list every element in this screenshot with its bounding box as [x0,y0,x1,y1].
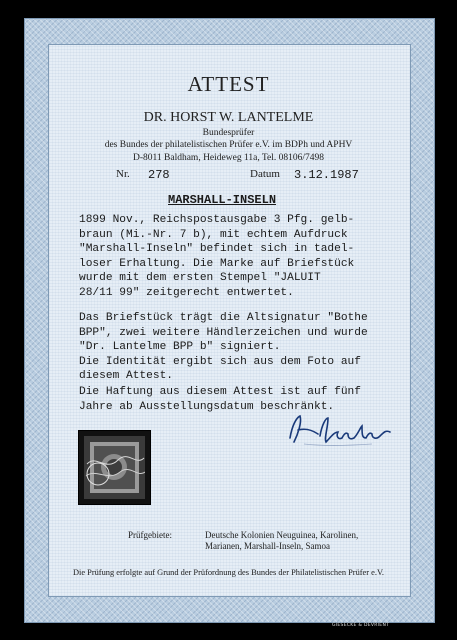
certificate-title: ATTEST [187,72,270,96]
datum-label: Datum [250,168,280,180]
nr-label: Nr. [116,168,130,180]
footer-line2: Marianen, Marshall-Inseln, Samoa [205,541,330,551]
examiner-address: D-8011 Baldham, Heideweg 11a, Tel. 08106/7498 [132,153,325,163]
stamp-photo [78,430,151,505]
signature-paragraph: Das Briefstück trägt die Altsignatur "Bothe BPP", zwei weitere Händlerzeichen und wurde "Dr. Lantelme BPP b" signiert. Die Identität ergibt sich aus dem Foto auf diesem Attest. [79,312,368,383]
datum-value: 3.12.1987 [294,168,359,182]
maker-mark: GIESECKE & DEVRIENT [332,623,390,628]
nr-value: 278 [148,168,170,182]
description-paragraph: 1899 Nov., Reichspostausgabe 3 Pfg. gelb- braun (Mi.-Nr. 7 b), mit echtem Aufdruck "Marshall-Inseln" befindet sich in tadel- loser Erhaltung. Die Marke auf Briefstück wurde mit dem ersten Stempel "JALUIT 28/11 99" zeitgerecht entwertet. [79,214,355,299]
footer-note: Die Prüfung erfolgte auf Grund der Prüfordnung des Bundes der Philatelistischen Prüfer e.V. [72,568,385,577]
footer-label: Prüfgebiete: [128,530,172,540]
stamp-icon [84,436,145,499]
examiner-association: des Bundes der philatelistischen Prüfer e.V. im BDPh und APHV [104,140,353,150]
handwritten-signature [282,408,402,450]
certificate-heading: MARSHALL-INSELN [168,193,277,207]
examiner-role: Bundesprüfer [202,128,255,138]
examiner-name: DR. HORST W. LANTELME [143,110,314,125]
footer-line1: Deutsche Kolonien Neuguinea, Karolinen, [205,530,359,540]
liability-paragraph: Die Haftung aus diesem Attest ist auf fünf Jahre ab Ausstellungsdatum beschränkt. [79,386,361,413]
